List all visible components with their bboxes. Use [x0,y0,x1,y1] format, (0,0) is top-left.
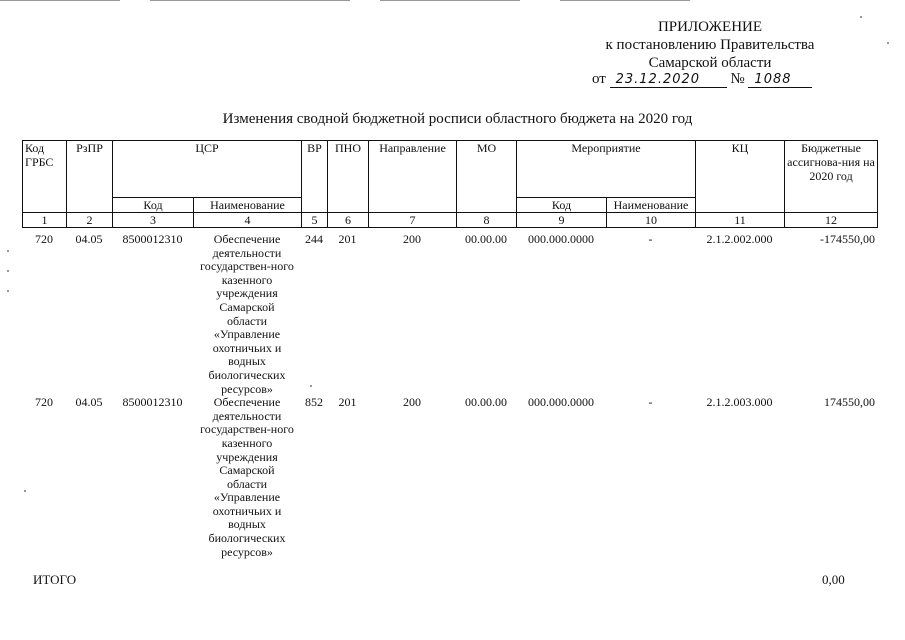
column-number: 11 [696,213,785,228]
cell-amount: 174550,00 [824,395,875,410]
cell-csr-code: 8500012310 [122,232,183,246]
header-rzpr: РзПР [67,141,113,213]
scan-speck [887,42,889,44]
cell-mer-code: 000.000.0000 [528,232,594,246]
header-pno: ПНО [328,141,369,213]
column-number: 4 [194,213,302,228]
header-csr-kod: Код [113,198,194,213]
appendix-header [585,18,835,72]
scan-speck [7,270,9,272]
cell-csr-name: Обеспечение деятельности государствен-ного казенного учреждения Самарской области «Управление охотничьих и водных биологических ресурсов» [200,232,294,396]
cell-csr-code: 8500012310 [122,395,183,410]
header-kod-grbs: Код ГРБС [23,141,67,213]
cell-grbs: 720 [35,395,53,410]
header-csr: ЦСР [113,141,302,198]
number-prefix: № [730,71,745,87]
scan-speck [7,290,9,292]
scan-edge-line [0,0,120,1]
column-number: 3 [113,213,194,228]
scan-speck [24,490,26,492]
scan-speck [310,385,312,387]
scan-edge-line [150,0,350,1]
cell-rzpr: 04.05 [75,232,103,246]
budget-table-body [22,233,877,559]
date-prefix: от [592,71,606,87]
cell-amount: -174550,00 [820,232,875,246]
header-mer-kod: Код [517,198,607,213]
header-meropriyatie: Мероприятие [517,141,696,198]
document-title: Изменения сводной бюджетной росписи областного бюджета на 2020 год [222,111,693,127]
scan-speck [860,16,862,18]
column-number: 9 [517,213,607,228]
number-handwritten: 1088 [748,72,812,88]
cell-mer-name: - [648,232,653,246]
column-number: 7 [369,213,457,228]
column-number: 12 [785,213,878,228]
cell-pno: 201 [338,232,357,246]
table-row [22,396,877,559]
header-mer-name: Наименование [607,198,696,213]
scan-edge-line [380,0,520,1]
scan-edge-line [560,0,690,1]
cell-napravlenie: 200 [403,395,421,410]
budget-table-header [22,140,878,228]
appendix-region: Самарской области [648,55,772,71]
cell-pno: 201 [338,395,357,410]
decree-date-number [592,71,812,88]
cell-mer-code: 000.000.0000 [528,395,594,410]
header-mo: МО [457,141,517,213]
table-row [22,233,877,396]
column-number: 8 [457,213,517,228]
cell-mo: 00.00.00 [465,232,507,246]
total-value: 0,00 [822,572,845,587]
scan-speck [7,250,9,252]
cell-napravlenie: 200 [403,232,421,246]
column-number: 1 [23,213,67,228]
header-budget: Бюджетные ассигнова-ния на 2020 год [785,141,878,213]
column-number: 10 [607,213,696,228]
cell-rzpr: 04.05 [75,395,103,410]
cell-mer-name: - [648,395,653,410]
cell-kc: 2.1.2.002.000 [706,232,773,246]
appendix-subtitle: к постановлению Правительства [605,37,815,53]
total-label: ИТОГО [33,572,77,587]
cell-vr: 852 [305,395,323,410]
cell-mo: 00.00.00 [465,395,507,410]
cell-grbs: 720 [35,232,53,246]
column-number: 2 [67,213,113,228]
cell-vr: 244 [305,232,323,246]
column-number: 6 [328,213,369,228]
header-kc: КЦ [696,141,785,213]
cell-kc: 2.1.2.003.000 [706,395,773,410]
header-napravlenie: Направление [369,141,457,213]
appendix-title: ПРИЛОЖЕНИЕ [657,19,763,35]
date-handwritten: 23.12.2020 [610,72,727,88]
header-csr-name: Наименование [194,198,302,213]
cell-csr-name: Обеспечение деятельности государствен-ного казенного учреждения Самарской области «Управление охотничьих и водных биологических ресурсов» [200,395,294,559]
header-vr: ВР [302,141,328,213]
column-number: 5 [302,213,328,228]
